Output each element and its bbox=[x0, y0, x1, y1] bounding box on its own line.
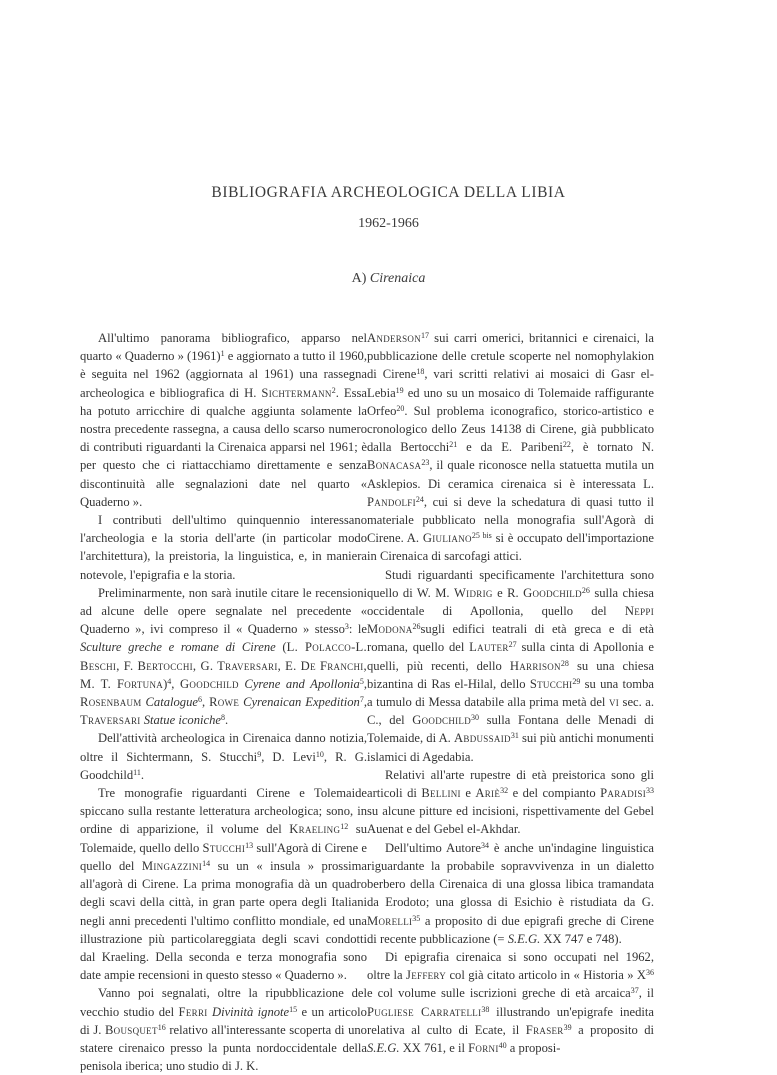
paragraph: Di epigrafia cirenaica si sono occupati nel 1962, oltre la Jeffery col già citato articolo in « Historia » $X^{36}$ e col volume sulle iscrizioni greche di età arcaica$^{37}$, il Pugliese Carratelli$^{38}$ illustrando un'epigrafe inedita relativa al culto di Ecate, il Fraser$^{39}$ a proposito di S.E.G. XX 761, e il Forni$^{40}$ a proposi- bbox=[367, 949, 655, 1055]
author-name: Rowe bbox=[209, 695, 240, 710]
footnote-ref: 26 bbox=[412, 622, 421, 632]
footnote-ref: 9 bbox=[257, 749, 262, 759]
footnote-ref: 27 bbox=[508, 640, 517, 650]
section-letter: A) bbox=[351, 271, 367, 286]
footnote-ref: 26 bbox=[581, 585, 590, 595]
author-name: Goodchild bbox=[180, 676, 239, 691]
footnote-ref: 6 bbox=[198, 695, 202, 705]
footnote-ref: 34 bbox=[480, 840, 489, 850]
author-name: Lauter bbox=[469, 640, 509, 655]
paragraph: Dell'ultimo Autore$^{34}$ è anche un'indagine linguistica riguardante la probabile sopravvivenza in un dialetto berbero della Cirenaica di una glossa libica tramandata da Erodoto; una glossa di Esichio è ristudiata da G. Morelli$^{35}$ a proposito di due epigrafi greche di Cirene di recente pubblicazione (= S.E.G. XX 747 e 748). bbox=[367, 840, 655, 946]
author-name: Widrig bbox=[453, 585, 493, 600]
work-title: Statue iconiche bbox=[143, 713, 221, 728]
author-name: Goodchild bbox=[412, 713, 472, 728]
footnote-ref: 39 bbox=[563, 1022, 572, 1032]
paragraph: All'ultimo panorama bibliografico, apparso nel quarto « Quaderno » $(1961)^1$ e aggiornato a tutto il 1960, è seguita nel 1962 (aggiornata al 1961) una rassegna archeologica e bibliografica di H. Sichtermann$^2$. Essa ha potuto arricchire di qualche aggiunta solamente la nostra precedente rassegna, a causa dello scarso numero di contributi riguardanti la Cirenaica apparsi nel 1961; è per questo che ci riattacchiamo direttamente e senza discontinuità alle segnalazioni date nel quarto « Quaderno ». bbox=[80, 331, 368, 509]
footnote-ref: 16 bbox=[157, 1022, 166, 1032]
author-name: Rosenbaum bbox=[80, 695, 142, 710]
right-column bbox=[367, 329, 654, 1057]
author-name: Pandolfi bbox=[367, 494, 416, 509]
century-numeral: vi bbox=[608, 695, 620, 710]
author-name: Bellini bbox=[421, 786, 461, 801]
footnote-ref: 2 bbox=[331, 385, 336, 395]
work-title: Cyrenaican Expedition bbox=[243, 695, 360, 710]
author-name: Paradisi bbox=[600, 786, 646, 801]
author-name: Bousquet bbox=[104, 1022, 158, 1037]
work-title: S.E.G. bbox=[507, 931, 541, 946]
author-name: Anderson bbox=[367, 331, 421, 345]
footnote-ref: 18 bbox=[416, 367, 425, 377]
footnote-ref: 22 bbox=[562, 440, 571, 450]
author-name: Ferri bbox=[178, 1004, 208, 1019]
author-name: Ariè bbox=[475, 786, 501, 801]
footnote-ref: 33 bbox=[646, 786, 654, 796]
author-name: Kraeling bbox=[289, 822, 341, 837]
author-name: Forni bbox=[468, 1040, 499, 1055]
footnote-ref: 21 bbox=[449, 440, 458, 450]
footnote-ref: 32 bbox=[500, 786, 509, 796]
footnote-ref: 37 bbox=[630, 986, 639, 996]
paragraph: Dell'attività archeologica in Cirenaica danno notizia, oltre il Sichtermann, S. Stucchi$^9$, D. Levi$^{10}$, R. G. Goodchild$^{11}$. bbox=[80, 731, 367, 782]
footnote-ref: 29 bbox=[572, 676, 581, 686]
footnote-ref: 35 bbox=[412, 913, 421, 923]
work-title: Cyrene and Apollonia bbox=[244, 676, 360, 691]
footnote-ref: 23 bbox=[421, 458, 430, 468]
paragraph: Preliminarmente, non sarà inutile citare le recensioni ad alcune delle opere segnalate nel precedente « Quaderno », ivi compreso il « Quaderno » stesso$^3$: le Sculture greche e romane di Cirene (L. Polacco-L. Beschi, F. Bertocchi, G. Traversari, E. De Franchi, M. T. Fortuna)$^4$, Goodchild Cyrene and Apollonia$^5$, Rosenbaum Catalogue$^6$, Rowe Cyrenaican Expedition$^7$, Traversari Statue iconiche$^8$. bbox=[80, 585, 368, 728]
footnote-ref: 19 bbox=[395, 385, 404, 395]
paragraph: Studi riguardanti specificamente l'architettura sono quello di W. M. Widrig e R. Goodchild$^{26}$ sulla chiesa occidentale di Apollonia, quello del Neppi Modona$^{26}$sugli edifici teatrali di età greca e di età romana, quello del Lauter$^{27}$ sulla cinta di Apollonia e quelli, più recenti, dello Harrison$^{28}$ su una chiesa bizantina di Ras el-Hilal, dello Stucchi$^{29}$ su una tomba a tumulo di Messa databile alla prima metà del vi sec. a. C., del Goodchild$^{30}$ sulla Fontana delle Menadi di Tolemaide, di A. Abdussaid$^{31}$ sui più antichi monumenti islamici di Agedabia. bbox=[367, 567, 655, 764]
author-name: Fraser bbox=[525, 1022, 564, 1037]
footnote-ref: 17 bbox=[421, 331, 429, 340]
footnote-ref: 15 bbox=[289, 1004, 298, 1014]
author-name: L. Polacco-L. Beschi, F. Bertocchi, G. Traversari, E. De Franchi, M. T. Fortuna bbox=[80, 640, 368, 691]
footnote-ref: 3 bbox=[344, 622, 349, 632]
author-name: Traversari bbox=[80, 713, 141, 728]
footnote-ref: 31 bbox=[510, 731, 519, 741]
author-name: Bonacasa bbox=[367, 458, 422, 473]
footnote-ref: 36 bbox=[646, 968, 655, 978]
work-title: Catalogue bbox=[145, 695, 198, 710]
work-title: Divinità ignote bbox=[211, 1004, 290, 1019]
author-name: Harrison bbox=[509, 658, 561, 673]
footnote-ref: 7 bbox=[359, 695, 364, 705]
footnote-ref: 12 bbox=[340, 822, 349, 832]
footnote-ref: 40 bbox=[498, 1040, 507, 1050]
section-name: Cirenaica bbox=[369, 271, 426, 286]
footnote-ref: 4 bbox=[167, 676, 172, 686]
footnote-ref: 13 bbox=[245, 840, 254, 850]
footnote-ref: 25 bis bbox=[471, 531, 492, 541]
work-title: S.E.G. bbox=[367, 1040, 400, 1055]
footnote-ref: 30 bbox=[471, 713, 480, 723]
footnote-ref: 24 bbox=[415, 494, 424, 504]
footnote-ref: 28 bbox=[560, 658, 569, 668]
footnote-ref: 5 bbox=[359, 676, 364, 686]
author-name: Mingazzini bbox=[141, 858, 203, 873]
page-title: BIBLIOGRAFIA ARCHEOLOGICA DELLA LIBIA bbox=[211, 184, 566, 201]
footnote-ref: 11 bbox=[133, 767, 141, 777]
author-name: Sichtermann bbox=[261, 385, 332, 400]
paragraph: I contributi dell'ultimo quinquennio interessano l'archeologia e la storia dell'arte (in particolar modo l'architettura), la preistoria, la linguistica, e, in maniera notevole, l'epigrafia e la storia. bbox=[80, 513, 367, 582]
paragraph: Relativi all'arte rupestre di età preistorica sono gli articoli di Bellini e Ariè$^{32}$ e del compianto Paradisi$^{33}$ su alcune pitture ed incisioni, rispettivamente del Gebel Auenat e del Gebel el-Akhdar. bbox=[367, 767, 654, 837]
left-column bbox=[80, 329, 367, 1075]
author-name: Stucchi bbox=[529, 676, 573, 691]
footnote-ref: 8 bbox=[221, 713, 225, 723]
paragraph: Tre monografie riguardanti Cirene e Tolemaide spiccano sulla restante letteratura archeologica; sono, in ordine di apparizione, il volume del Kraeling$^{12}$ su Tolemaide, quello dello Stucchi$^{13}$ sull'Agorà di Cirene e quello del Mingazzini$^{14}$ su un « insula » prossima all'agorà di Cirene. La prima monografia dà un quadro degli scavi della città, in gran parte opera degli Italiani negli anni precedenti l'ultimo conflitto mondiale, ed una illustrazione più particolareggiata degli scavi condotti dal Kraeling. Della seconda e terza monografia sono date ampie recensioni in questo stesso « Quaderno ». bbox=[80, 786, 367, 983]
footnote-ref: 14 bbox=[202, 858, 211, 868]
author-name: Goodchild bbox=[523, 585, 582, 600]
author-name: Stucchi bbox=[202, 840, 246, 855]
footnote-ref: 38 bbox=[481, 1004, 490, 1014]
author-name: Pugliese Carratelli bbox=[367, 1004, 482, 1019]
work-title: Sculture greche e romane di Cirene bbox=[80, 640, 276, 655]
author-name: Morelli bbox=[367, 913, 413, 928]
author-name: Giuliano bbox=[422, 531, 472, 546]
footnote-ref: 20 bbox=[396, 403, 405, 413]
page-years: 1962-1966 bbox=[358, 216, 419, 231]
paragraph: Vanno poi segnalati, oltre la ripubblicazione del vecchio studio del Ferri Divinità ignote$^{15}$ e un articolo di J. Bousquet$^{16}$ relativo all'interessante scoperta di uno statere cirenaico presso la punta nordoccidentale della penisola iberica; uno studio di J. K. bbox=[80, 986, 367, 1074]
footnote-ref: 10 bbox=[315, 749, 324, 759]
section-heading bbox=[0, 271, 777, 287]
author-name: Neppi Modona bbox=[367, 604, 654, 637]
author-name: Abdussaid bbox=[454, 731, 511, 746]
author-name: Jeffery bbox=[406, 968, 447, 983]
footnote-ref: 1 bbox=[220, 349, 225, 359]
paragraph: Anderson$^{17}$ sui carri omerici, britannici e cirenaici, la pubblicazione delle cretule scoperte nel nomophylakion di Cirene$^{18}$, vari scritti relativi ai mosaici di Gasr el-Lebia$^{19}$ ed uno su un mosaico di Tolemaide raffigurante Orfeo$^{20}$. Sul problema iconografico, storico-artistico e cronologico dello Zeus 14138 di Cirene, già pubblicato dalla Bertocchi$^{21}$ e da E. Paribeni$^{22}$, è tornato N. Bonacasa$^{23}$, il quale riconosce nella statuetta mutila un Asklepios. Di ceramica cirenaica si è interessata L. Pandolfi$^{24}$, cui si deve la schedatura di quasi tutto il materiale pubblicato nella monografia sull'Agorà di Cirene. A. Giuliano$^{25 bis}$ si è occupato dell'importazione in Cirenaica di sarcofagi attici. bbox=[367, 331, 654, 564]
